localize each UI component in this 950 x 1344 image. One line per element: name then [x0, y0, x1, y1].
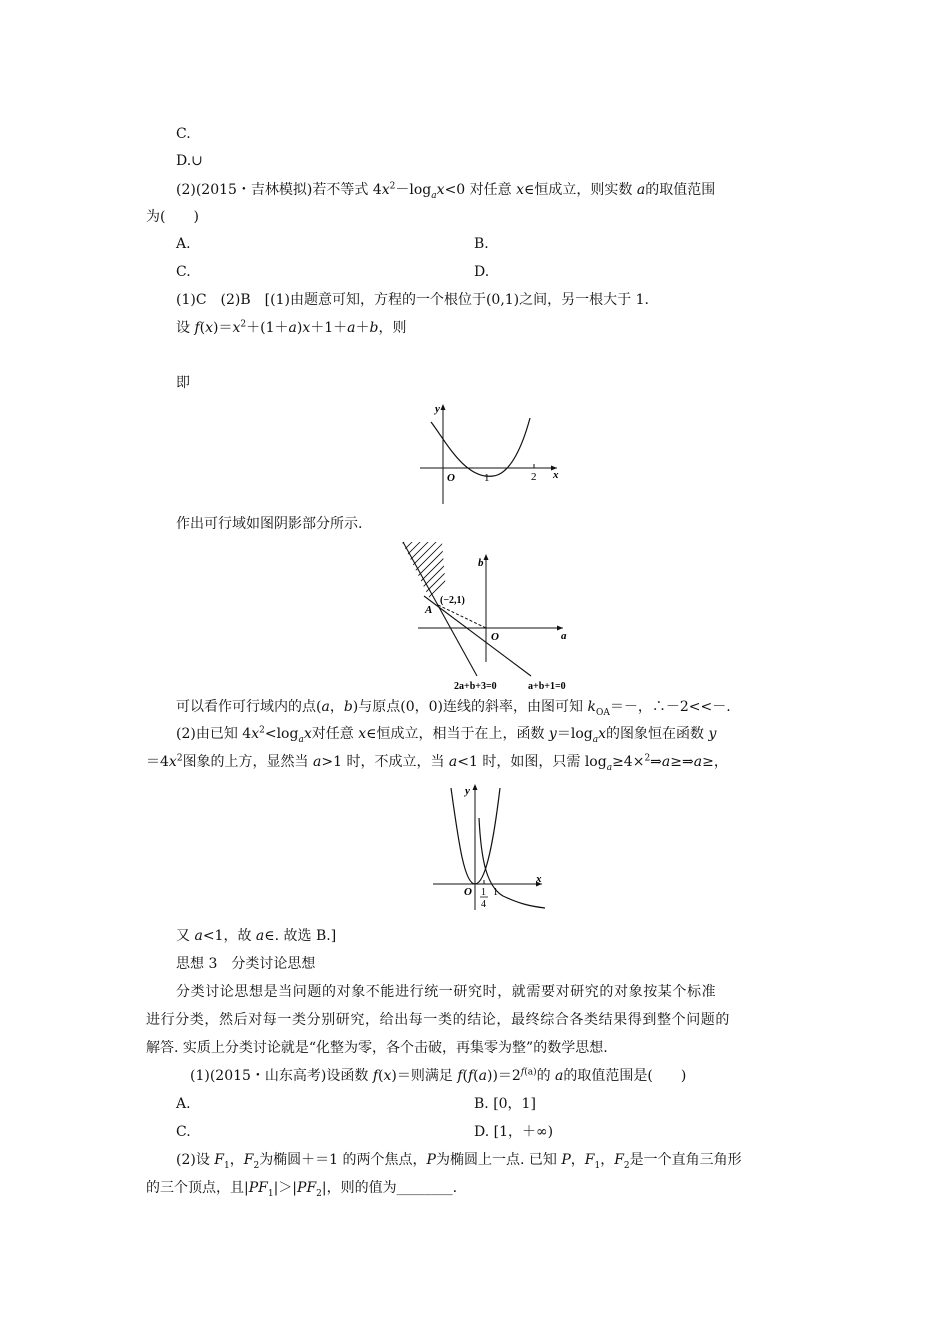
fig1-y-label: y — [435, 403, 440, 415]
figure-feasible-region — [398, 540, 578, 690]
answer-part2-line2: $=4x^2$图象的上方，显然当 a>1 时，不成立，当 a<1 时，如图，只需 $\log_a\ge 4\times^2\Rightarrow a\ge\Rightarrow a\ge$， — [146, 753, 728, 773]
question-4-stem-cont: 的三个顶点，且$|PF_1|>|PF_2|$，则的值为________. — [146, 1180, 458, 1199]
q2-option-b: B. — [474, 236, 489, 252]
fig1-origin-label: O — [447, 472, 455, 484]
q3-option-a: A. — [176, 1096, 191, 1112]
section-paragraph-line-3: 解答. 实质上分类讨论就是“化整为零，各个击破，再集零为整”的数学思想. — [146, 1040, 608, 1056]
answer-line-1: (1)C (2)B [(1)由题意可知，方程的一个根位于(0,1)之间，另一根大于 1. — [176, 292, 649, 308]
fig2-b-label: b — [478, 557, 484, 569]
answer-part2-line1: (2)由已知 $4x^2<\log_ax$对任意 x∈恒成立，相当于在上，函数 $y=\log_ax$的图象恒在函数 y — [176, 725, 717, 745]
fig2-point-coords: (−2,1) — [440, 595, 465, 606]
fig3-frac-den: 4 — [481, 899, 486, 910]
question-2-stem: (2)(2015・吉林模拟)若不等式 $4x^2-\log_ax<0$ 对任意 x∈恒成立，则实数 a的取值范围 — [176, 181, 716, 201]
fig2-origin-label: O — [491, 631, 499, 643]
question-2-stem-cont: 为( ) — [146, 209, 199, 225]
question-3-stem: (1)(2015・山东高考)设函数 f(x)＝则满足 $f(f(a))=2^{f(a)}$的 a的取值范围是( ) — [190, 1067, 687, 1084]
figure-parabola — [415, 400, 565, 510]
q2-option-c: C. — [176, 264, 191, 280]
q2-option-d: D. — [474, 264, 490, 280]
answer-line-2: 设 $f(x)=x^2+(1+a)x+1+a+b$，则 — [176, 319, 407, 336]
option-d: D.∪ — [176, 153, 203, 169]
fig2-a-label: a — [561, 630, 567, 642]
fig2-line-label-2: a+b+1=0 — [528, 681, 566, 692]
q2-option-a: A. — [176, 236, 191, 252]
answer-final: 又 a<1，故 a∈. 故选 B.] — [176, 928, 337, 944]
answer-slope: 可以看作可行域内的点(a，b)与原点(0，0)连线的斜率，由图可知 $k_{OA}=-$，∴－2<<－. — [176, 699, 731, 718]
answer-feasible: 作出可行域如图阴影部分所示. — [176, 516, 363, 532]
fig1-tick-2: 2 — [531, 471, 537, 483]
fig1-x-label: x — [553, 469, 559, 481]
fig3-y-label: y — [465, 785, 470, 797]
q3-option-b: B. [0，1] — [474, 1096, 536, 1112]
fig3-tick-1: 1 — [493, 887, 498, 898]
fig2-line-label-1: 2a+b+3=0 — [454, 681, 497, 692]
section-paragraph-line-1: 分类讨论思想是当问题的对象不能进行统一研究时，就需要对研究的对象按某个标准 — [176, 984, 717, 1000]
fig2-point-a-label: A — [425, 604, 433, 616]
q3-option-d: D. [1，＋∞) — [474, 1124, 554, 1140]
fig3-origin-label: O — [464, 886, 472, 898]
fig3-frac-num: 1 — [481, 887, 486, 898]
figure-log-vs-quadratic — [428, 778, 558, 918]
question-4-stem: (2)设 $F_1$，$F_2$为椭圆＋＝1 的两个焦点，P为椭圆上一点. 已知 P，$F_1$，$F_2$是一个直角三角形 — [176, 1152, 742, 1171]
q3-option-c: C. — [176, 1124, 191, 1140]
fig3-x-label: x — [536, 873, 542, 885]
answer-ji: 即 — [176, 375, 190, 391]
fig1-tick-1: 1 — [484, 472, 490, 484]
option-c: C. — [176, 126, 191, 142]
section-title: 思想 3 分类讨论思想 — [176, 956, 316, 972]
section-paragraph-line-2: 进行分类，然后对每一类分别研究，给出每一类的结论，最终综合各类结果得到整个问题的 — [146, 1012, 730, 1028]
